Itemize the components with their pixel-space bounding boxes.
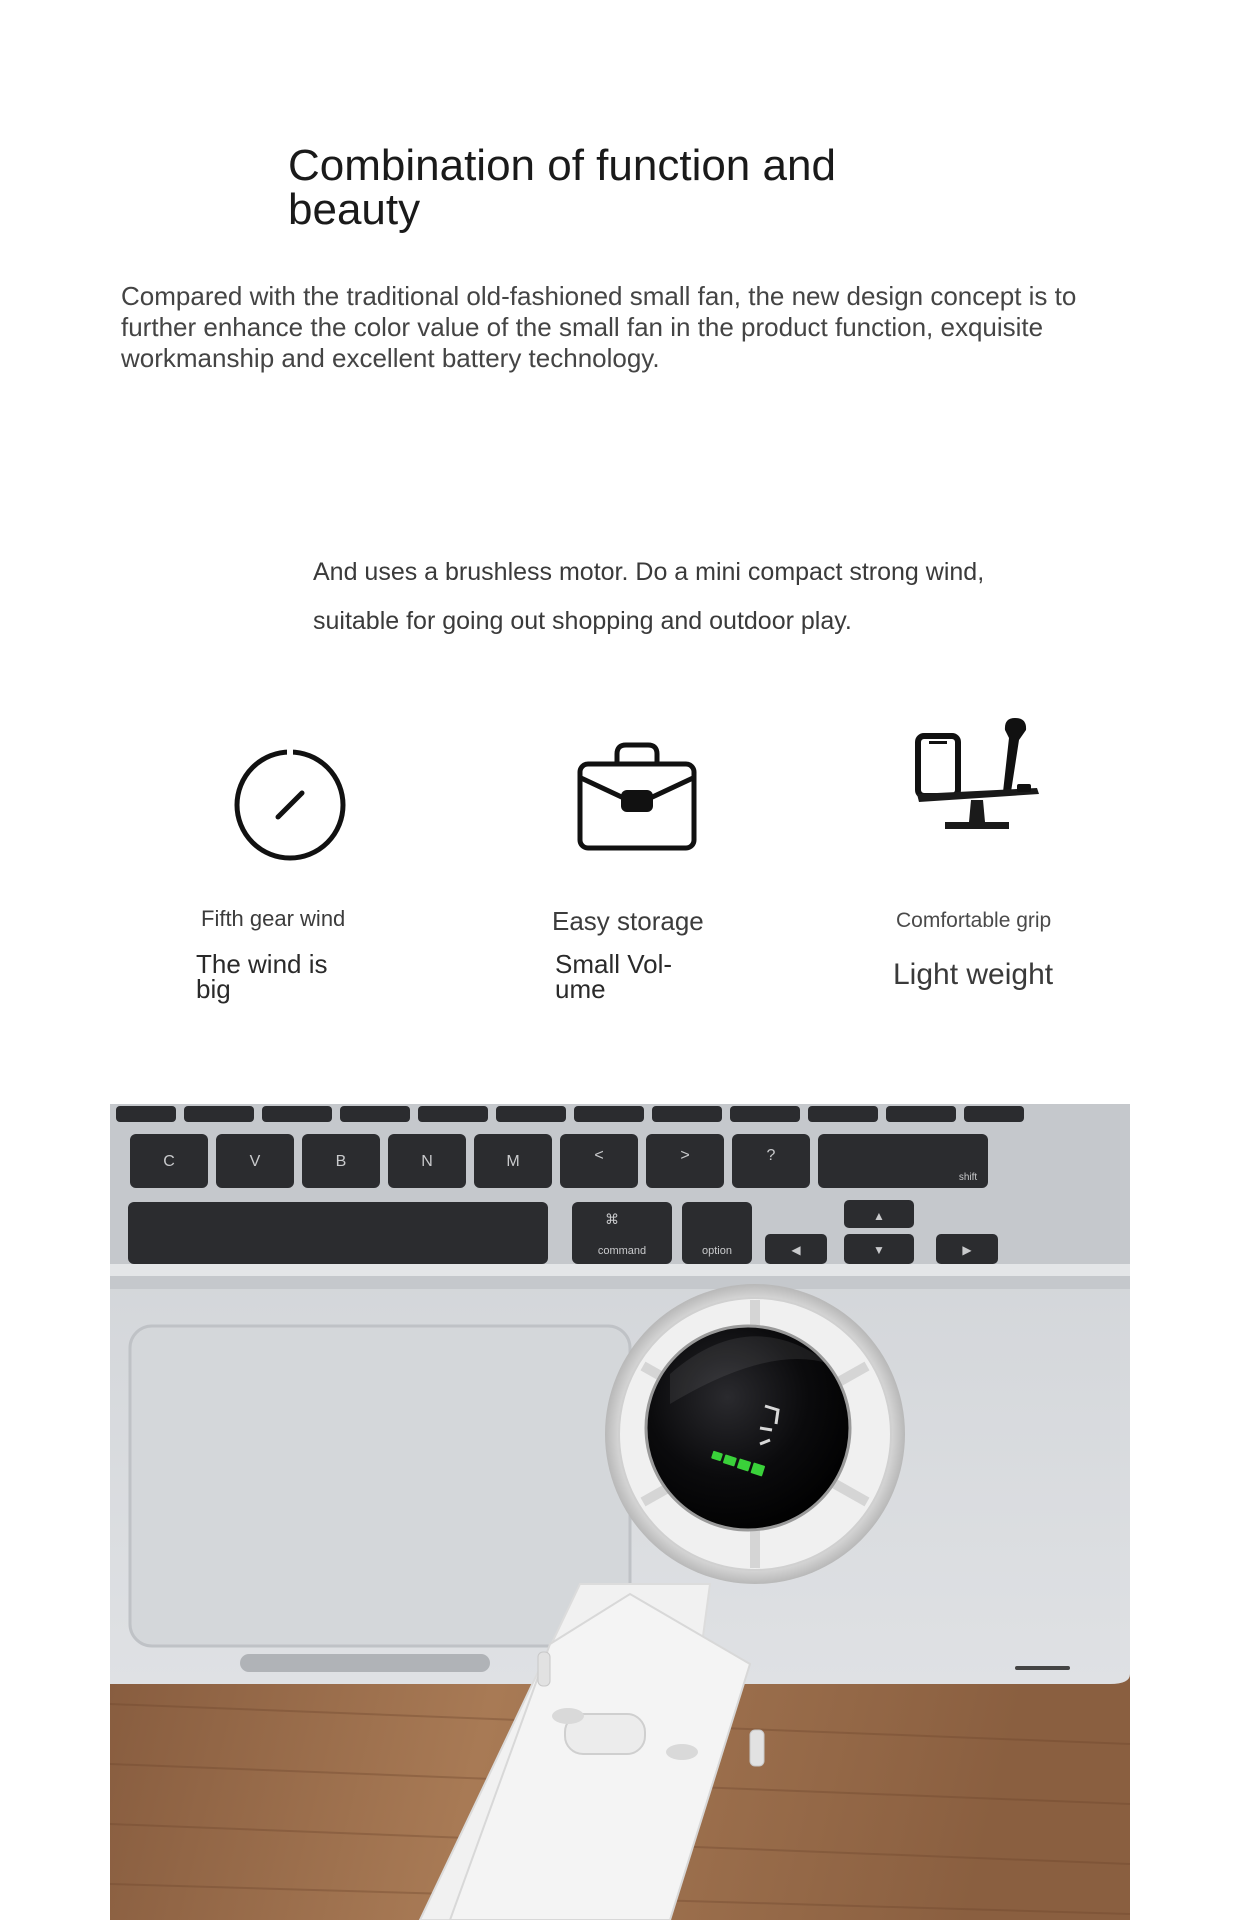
- svg-text:◀: ◀: [791, 1243, 801, 1257]
- feature-subtitle-storage: Small Vol-ume: [555, 949, 673, 1004]
- svg-text:C: C: [163, 1153, 175, 1170]
- svg-text:<: <: [594, 1147, 604, 1164]
- intro-paragraph: Compared with the traditional old-fashioned small fan, the new design concept is to further enhance the color value of the small fan in the product function, exquisite workmanship and excellent battery technology.: [121, 281, 1077, 373]
- svg-text:?: ?: [766, 1147, 776, 1164]
- svg-text:▶: ▶: [962, 1243, 972, 1257]
- product-photo: [110, 1104, 1130, 1920]
- feature-title-wind: Fifth gear wind: [201, 906, 346, 931]
- feature-title-grip: Comfortable grip: [896, 909, 1052, 932]
- svg-text:M: M: [506, 1153, 520, 1170]
- feature-subtitle-wind: The wind is big: [196, 949, 328, 1004]
- svg-text:▲: ▲: [873, 1209, 885, 1223]
- feature-title-storage: Easy storage: [552, 906, 704, 936]
- svg-text:command: command: [597, 1245, 647, 1257]
- svg-text:N: N: [421, 1153, 433, 1170]
- svg-text:V: V: [249, 1153, 261, 1170]
- svg-text:>: >: [680, 1147, 690, 1164]
- motor-paragraph: And uses a brushless motor. Do a mini compact strong wind, suitable for going out shopping and outdoor play.: [313, 558, 985, 635]
- fan-head: [605, 1284, 905, 1584]
- svg-text:⌘: ⌘: [605, 1211, 619, 1227]
- svg-text:shift: shift: [958, 1172, 978, 1183]
- svg-text:option: option: [702, 1245, 732, 1257]
- page-title: Combination of function and beauty: [288, 141, 836, 234]
- svg-text:B: B: [335, 1153, 347, 1170]
- feature-subtitle-weight: Light weight: [893, 958, 1054, 991]
- phone-seesaw-icon: [915, 710, 1045, 840]
- briefcase-icon: [574, 738, 700, 854]
- svg-text:▼: ▼: [873, 1243, 885, 1257]
- timer-icon: [232, 745, 348, 861]
- trackpad: [130, 1326, 630, 1646]
